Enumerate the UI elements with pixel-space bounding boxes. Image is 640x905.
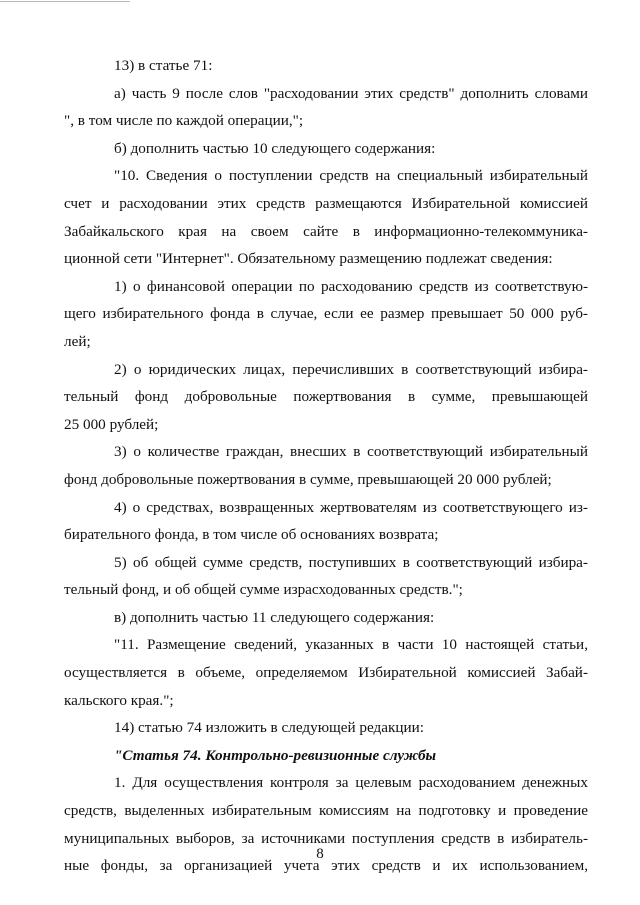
text-line: средств, выделенных избирательным комиссиям на подготовку и проведение xyxy=(64,802,588,820)
text-line: в) дополнить частью 11 следующего содержания: xyxy=(114,608,435,626)
page-number: 8 xyxy=(316,846,324,862)
text-line: 4) о средствах, возвращенных жертвователям из соответствующего из- xyxy=(114,498,588,516)
text-line: "11. Размещение сведений, указанных в части 10 настоящей статьи, xyxy=(114,636,588,654)
text-line: бирательного фонда, в том числе об основаниях возврата; xyxy=(64,526,439,544)
text-line: 1) о финансовой операции по расходованию средств из соответствую- xyxy=(114,277,588,295)
text-line: 13) в статье 71: xyxy=(114,57,213,74)
text-line: "10. Сведения о поступлении средств на специальный избирательный xyxy=(114,167,588,185)
document-body xyxy=(64,52,588,880)
text-line: осуществляется в объеме, определяемом Избирательной комиссией Забай- xyxy=(64,664,588,682)
text-line: щего избирательного фонда в случае, если ее размер превышает 50 000 руб- xyxy=(64,305,588,323)
text-line: 25 000 рублей; xyxy=(64,415,159,433)
text-line: тельный фонд, и об общей сумме израсходованных средств."; xyxy=(64,581,463,599)
text-line: 5) об общей сумме средств, поступивших в соответствующий избира- xyxy=(114,553,588,571)
text-line: а) часть 9 после слов "расходовании этих средств" дополнить словами xyxy=(114,84,588,102)
text-line: тельный фонд добровольные пожертвования в сумме, превышающей xyxy=(64,388,588,406)
text-line: муниципальных выборов, за источниками поступления средств в избиратель- xyxy=(64,829,588,847)
text-line: ционной сети "Интернет". Обязательному размещению подлежат сведения: xyxy=(64,250,553,268)
text-line: лей; xyxy=(64,332,91,350)
article-heading: "Статья 74. Контрольно-ревизионные службы xyxy=(114,746,437,764)
text-line: счет и расходовании этих средств размещаются Избирательной комиссией xyxy=(64,194,588,212)
text-line: ные фонды, за организацией учета этих средств и их использованием, xyxy=(64,857,588,875)
text-line: 14) статью 74 изложить в следующей редакции: xyxy=(114,719,424,737)
text-line: фонд добровольные пожертвования в сумме, превышающей 20 000 рублей; xyxy=(64,470,552,488)
text-line: б) дополнить частью 10 следующего содержания: xyxy=(114,139,436,157)
scan-edge-line xyxy=(0,1,130,2)
text-line: 1. Для осуществления контроля за целевым расходованием денежных xyxy=(114,774,588,792)
text-line: 2) о юридических лицах, перечисливших в соответствующий избира- xyxy=(114,360,588,378)
text-line: Забайкальского края на своем сайте в информационно-телекоммуника- xyxy=(64,222,588,240)
text-line: 3) о количестве граждан, внесших в соответствующий избирательный xyxy=(114,443,588,461)
text-line: ", в том числе по каждой операции,"; xyxy=(64,112,304,130)
text-line: кальского края."; xyxy=(64,691,174,709)
